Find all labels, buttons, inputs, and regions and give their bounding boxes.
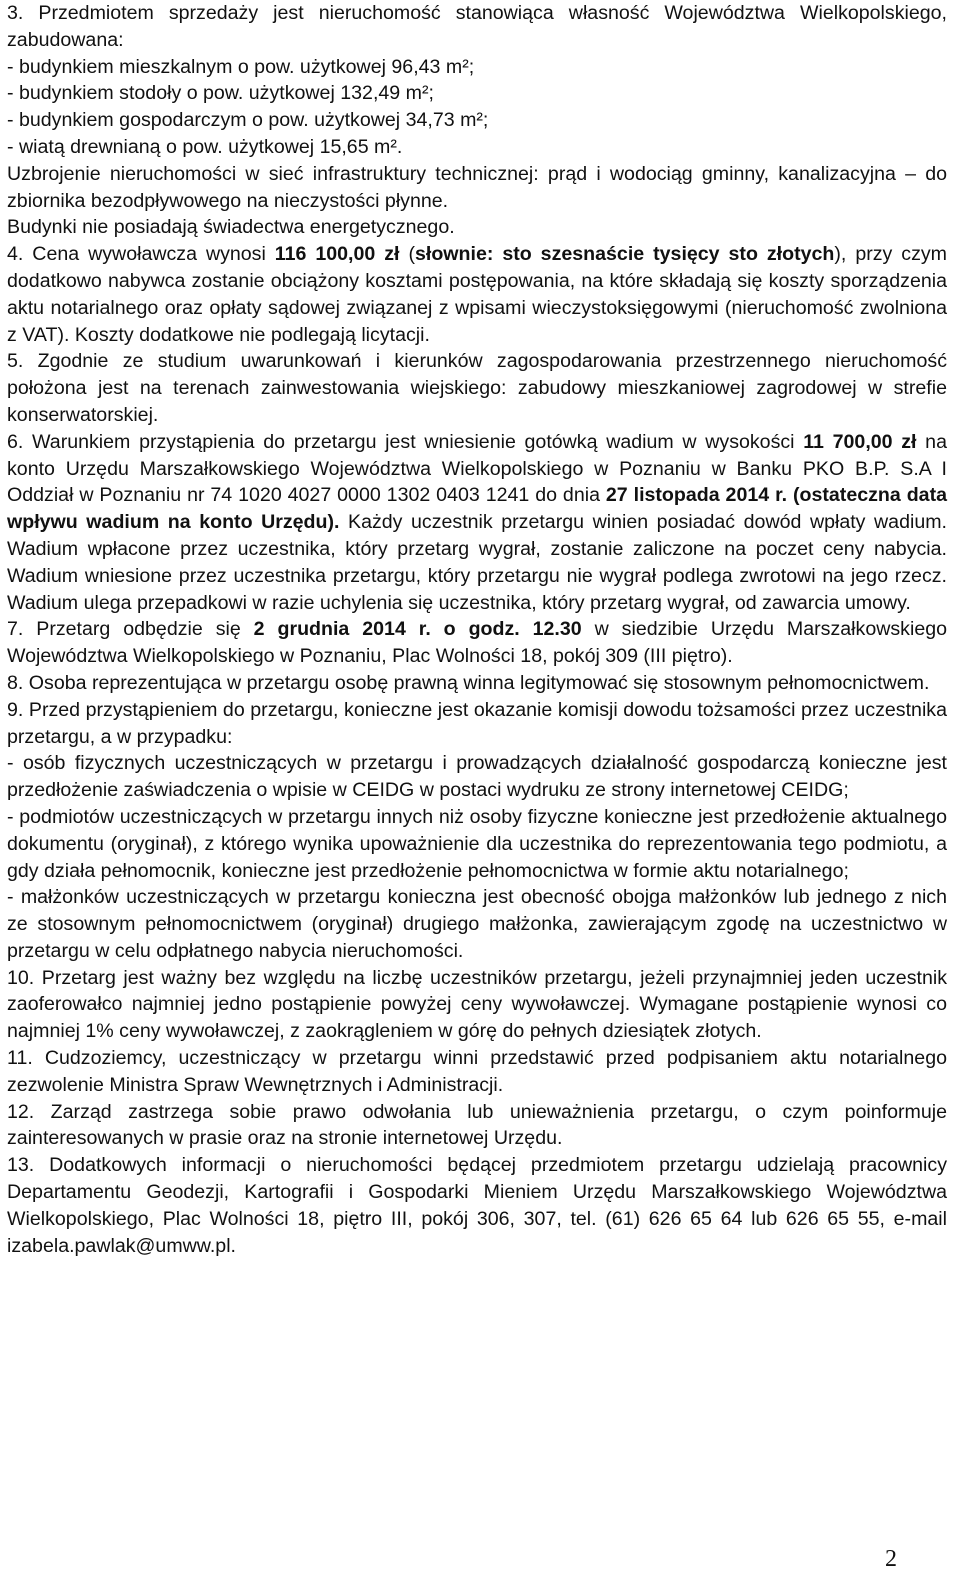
section-13-contact: 13. Dodatkowych informacji o nieruchomości będącej przedmiotem przetargu udzielają pracownicy Departamentu Geodezji, Kartografii i Gospodarki Mieniem Urzędu Marszałkowskiego Województwa Wielkopolskiego, Plac Wolności 18, piętro III, pokój 306, 307, tel. (61) 626 65 64 lub 626 65 55, e-mail izabela.pawlak@umww.pl. — [7, 1154, 947, 1257]
section-6-deposit — [7, 429, 947, 617]
section-9-intro: 9. Przed przystąpieniem do przetargu, konieczne jest okazanie komisji dowodu tożsamości przez uczestnika przetargu, a w przypadku: — [7, 698, 947, 748]
document-body — [7, 0, 947, 1259]
section-3-item-barn: - budynkiem stodoły o pow. użytkowej 132,49 m²; — [7, 82, 434, 105]
section-6-deadline: 27 listopada 2014 r. (ostateczna data wpływu wadium na konto Urzędu). — [7, 484, 947, 534]
section-4-text-3: ), przy czym dodatkowo nabywca zostanie obciążony kosztami postępowania, na które składają się koszty sporządzenia aktu notarialnego oraz opłaty sądowej związanej z wpisami wieczystoksięgowymi (nieruchomość zwolniona z VAT). Koszty dodatkowe nie podlegają licytacji. — [7, 243, 948, 346]
section-7-auction-date — [7, 616, 947, 670]
section-9-item-spouses: - małżonków uczestniczących w przetargu konieczna jest obecność obojga małżonków lub jednego z nich ze stosownym pełnomocnictwem (oryginał) drugiego małżonka, zawierającym zgodę na uczestnictwo w przetargu w celu odpłatnego nabycia nieruchomości. — [7, 886, 947, 962]
section-7-date-time: 2 grudnia 2014 r. o godz. 12.30 — [253, 618, 582, 641]
section-4-text-1: 4. Cena wywoławcza wynosi — [7, 243, 275, 266]
section-6-text-3: Każdy uczestnik przetargu winien posiadać dowód wpłaty wadium. Wadium wpłacone przez uczestnika, który przetarg wygrał, zostanie zaliczone na poczet ceny nabycia. Wadium wniesione przez uczestnika przetargu, który przetargu nie wygrał podlega zwrotowi na jego rzecz. Wadium ulega przepadkowi w razie uchylenia się uczestnika, który przetarg wygrał, od zawarcia umowy. — [7, 511, 947, 614]
section-8-representation: 8. Osoba reprezentująca w przetargu osobę prawną winna legitymować się stosownym pełnomocnictwem. — [7, 671, 930, 694]
section-9-item-entities: - podmiotów uczestniczących w przetargu innych niż osoby fizyczne konieczne jest przedłożenie aktualnego dokumentu (oryginał), z którego wynika upoważnienie dla uczestnika do reprezentowania tego podmiotu, a gdy działa pełnomocnik, konieczne jest przedłożenie pełnomocnictwa w formie aktu notarialnego; — [7, 805, 947, 882]
section-7-text-2: w siedzibie Urzędu Marszałkowskiego Województwa Wielkopolskiego w Poznaniu, Plac Wolności 18, pokój 309 (III piętro). — [7, 618, 948, 668]
section-4-price — [7, 241, 947, 348]
section-6-text-1: 6. Warunkiem przystąpienia do przetargu jest wniesienie gotówką wadium w wysokości — [7, 430, 804, 453]
section-5-zoning: 5. Zgodnie ze studium uwarunkowań i kierunków zagospodarowania przestrzennego nieruchomość położona jest na terenach zainwestowania wiejskiego: zabudowy mieszkaniowej zagrodowej w strefie konserwatorskiej. — [7, 350, 947, 426]
section-3-infrastructure: Uzbrojenie nieruchomości w sieć infrastruktury technicznej: prąd i wodociąg gminny, kanalizacyjna – do zbiornika bezodpływowego na nieczystości płynne. — [7, 162, 947, 212]
section-9-item-individuals: - osób fizycznych uczestniczących w przetargu i prowadzących działalność gospodarczą konieczne jest przedłożenie zaświadczenia o wpisie w CEIDG w postaci wydruku ze strony internetowej CEIDG; — [7, 752, 947, 802]
section-4-text-2: ( — [399, 243, 415, 266]
page-number: 2 — [885, 1546, 897, 1572]
section-11-foreigners: 11. Cudzoziemcy, uczestniczący w przetargu winni przedstawić przed podpisaniem aktu notarialnego zezwolenie Ministra Spraw Wewnętrznych i Administracji. — [7, 1047, 947, 1096]
section-3-item-residential: - budynkiem mieszkalnym o pow. użytkowej 96,43 m²; — [7, 55, 475, 78]
section-3-energy-note: Budynki nie posiadają świadectwa energetycznego. — [7, 216, 455, 239]
section-6-deposit-amount: 11 700,00 zł — [803, 430, 917, 453]
section-7-text-1: 7. Przetarg odbędzie się — [7, 618, 254, 641]
section-3-item-farm-building: - budynkiem gospodarczym o pow. użytkowej 34,73 m²; — [7, 109, 489, 132]
section-4-price-words: słownie: sto szesnaście tysięcy sto złotych — [414, 243, 835, 266]
section-3-intro: 3. Przedmiotem sprzedaży jest nieruchomość stanowiąca własność Województwa Wielkopolskiego, zabudowana: — [7, 2, 947, 51]
section-4-price-amount: 116 100,00 zł — [274, 243, 400, 266]
section-10-validity: 10. Przetarg jest ważny bez względu na liczbę uczestników przetargu, jeżeli przynajmniej jeden uczestnik zaoferowałco najmniej jedno postąpienie powyżej ceny wywoławczej. Wymagane postąpienie wynosi co najmniej 1% ceny wywoławczej, z zaokrągleniem w górę do pełnych dziesiątek złotych. — [7, 966, 947, 1043]
section-6-text-2: na konto Urzędu Marszałkowskiego Województwa Wielkopolskiego w Poznaniu w Banku PKO B.P. S.A I Oddział w Poznaniu nr 74 1020 4027 0000 1302 0403 1241 do dnia — [7, 430, 947, 507]
section-3-item-shed: - wiatą drewnianą o pow. użytkowej 15,65 m². — [7, 135, 403, 158]
section-12-cancellation: 12. Zarząd zastrzega sobie prawo odwołania lub unieważnienia przetargu, o czym poinformuje zainteresowanych w prasie oraz na stronie internetowej Urzędu. — [7, 1100, 947, 1150]
